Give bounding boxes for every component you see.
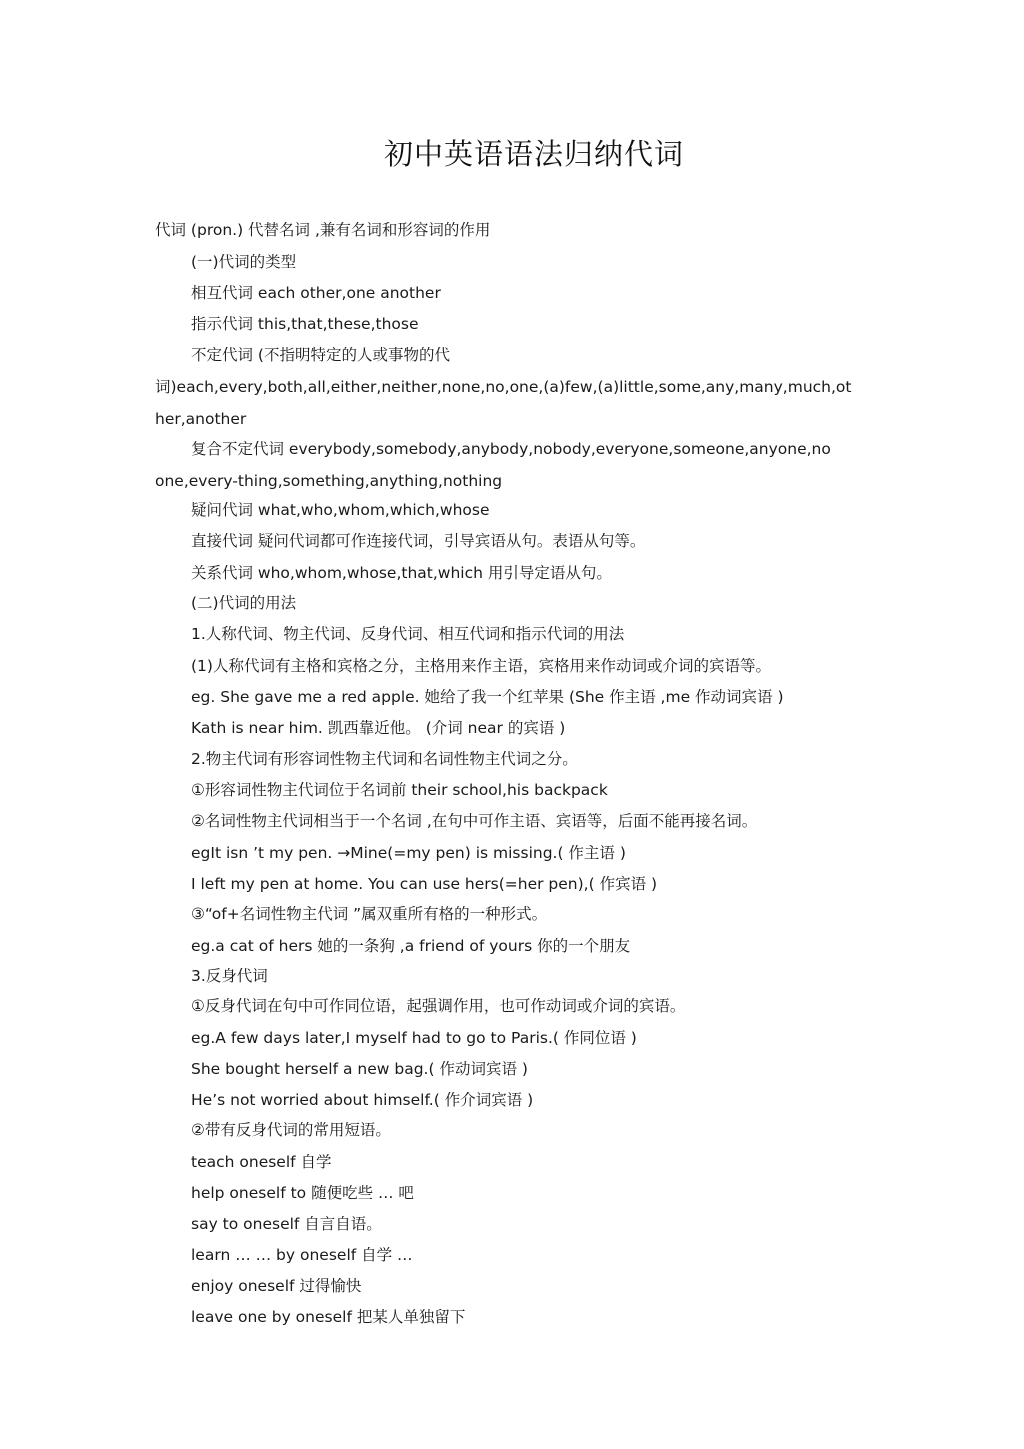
text-line: ③“of+名词性物主代词 ”属双重所有格的一种形式。 [191, 905, 548, 923]
text-line: ①反身代词在句中可作同位语，起强调作用，也可作动词或介词的宾语。 [191, 997, 686, 1015]
text-line: egIt isn ’t my pen. →Mine(=my pen) is missing.( 作主语 ) [191, 844, 626, 862]
text-line: learn … … by oneself 自学 … [191, 1246, 413, 1264]
text-line: teach oneself 自学 [191, 1153, 332, 1171]
text-line: eg.A few days later,I myself had to go to Paris.( 作同位语 ) [191, 1029, 637, 1047]
text-line: 指示代词 this,that,these,those [191, 315, 419, 333]
text-line: 词)each,every,both,all,either,neither,none,no,one,(a)few,(a)little,some,any,many,much,ot [155, 378, 852, 396]
text-line: (1)人称代词有主格和宾格之分，主格用来作主语，宾格用来作动词或介词的宾语等。 [191, 657, 771, 675]
text-line: 不定代词 (不指明特定的人或事物的代 [191, 346, 450, 364]
text-line: ②带有反身代词的常用短语。 [191, 1121, 391, 1139]
text-line: 复合不定代词 everybody,somebody,anybody,nobody,everyone,someone,anyone,no [191, 440, 831, 458]
text-line: I left my pen at home. You can use hers(=her pen),( 作宾语 ) [191, 875, 658, 893]
text-line: She bought herself a new bag.( 作动词宾语 ) [191, 1060, 528, 1078]
section-heading: 3.反身代词 [191, 967, 268, 985]
text-line: 关系代词 who,whom,whose,that,which 用引导定语从句。 [191, 564, 612, 582]
text-line: eg. She gave me a red apple. 她给了我一个红苹果 (She 作主语 ,me 作动词宾语 ) [191, 688, 784, 706]
section-heading: (一)代词的类型 [191, 253, 297, 271]
text-line: enjoy oneself 过得愉快 [191, 1277, 362, 1295]
text-line: 直接代词 疑问代词都可作连接代词，引导宾语从句。表语从句等。 [191, 532, 646, 550]
text-line: eg.a cat of hers 她的一条狗 ,a friend of yours 你的一个朋友 [191, 937, 631, 955]
document-title: 初中英语语法归纳代词 [383, 137, 684, 171]
text-line: leave one by oneself 把某人单独留下 [191, 1308, 466, 1326]
text-line: 相互代词 each other,one another [191, 284, 441, 302]
text-line: 2.物主代词有形容词性物主代词和名词性物主代词之分。 [191, 750, 578, 768]
text-line: 疑问代词 what,who,whom,which,whose [191, 501, 490, 519]
text-line: Kath is near him. 凯西靠近他。 (介词 near 的宾语 ) [191, 719, 566, 737]
text-line: one,every-thing,something,anything,nothing [155, 472, 503, 490]
section-heading: (二)代词的用法 [191, 594, 297, 612]
text-line: He’s not worried about himself.( 作介词宾语 ) [191, 1091, 534, 1109]
text-line: 1.人称代词、物主代词、反身代词、相互代词和指示代词的用法 [191, 625, 625, 643]
text-line: ①形容词性物主代词位于名词前 their school,his backpack [191, 781, 608, 799]
text-line: ②名词性物主代词相当于一个名词 ,在句中可作主语、宾语等，后面不能再接名词。 [191, 812, 758, 830]
text-line: say to oneself 自言自语。 [191, 1215, 382, 1233]
text-line: her,another [155, 410, 247, 428]
text-line: 代词 (pron.) 代替名词 ,兼有名词和形容词的作用 [155, 221, 491, 239]
text-line: help oneself to 随便吃些 … 吧 [191, 1184, 414, 1202]
